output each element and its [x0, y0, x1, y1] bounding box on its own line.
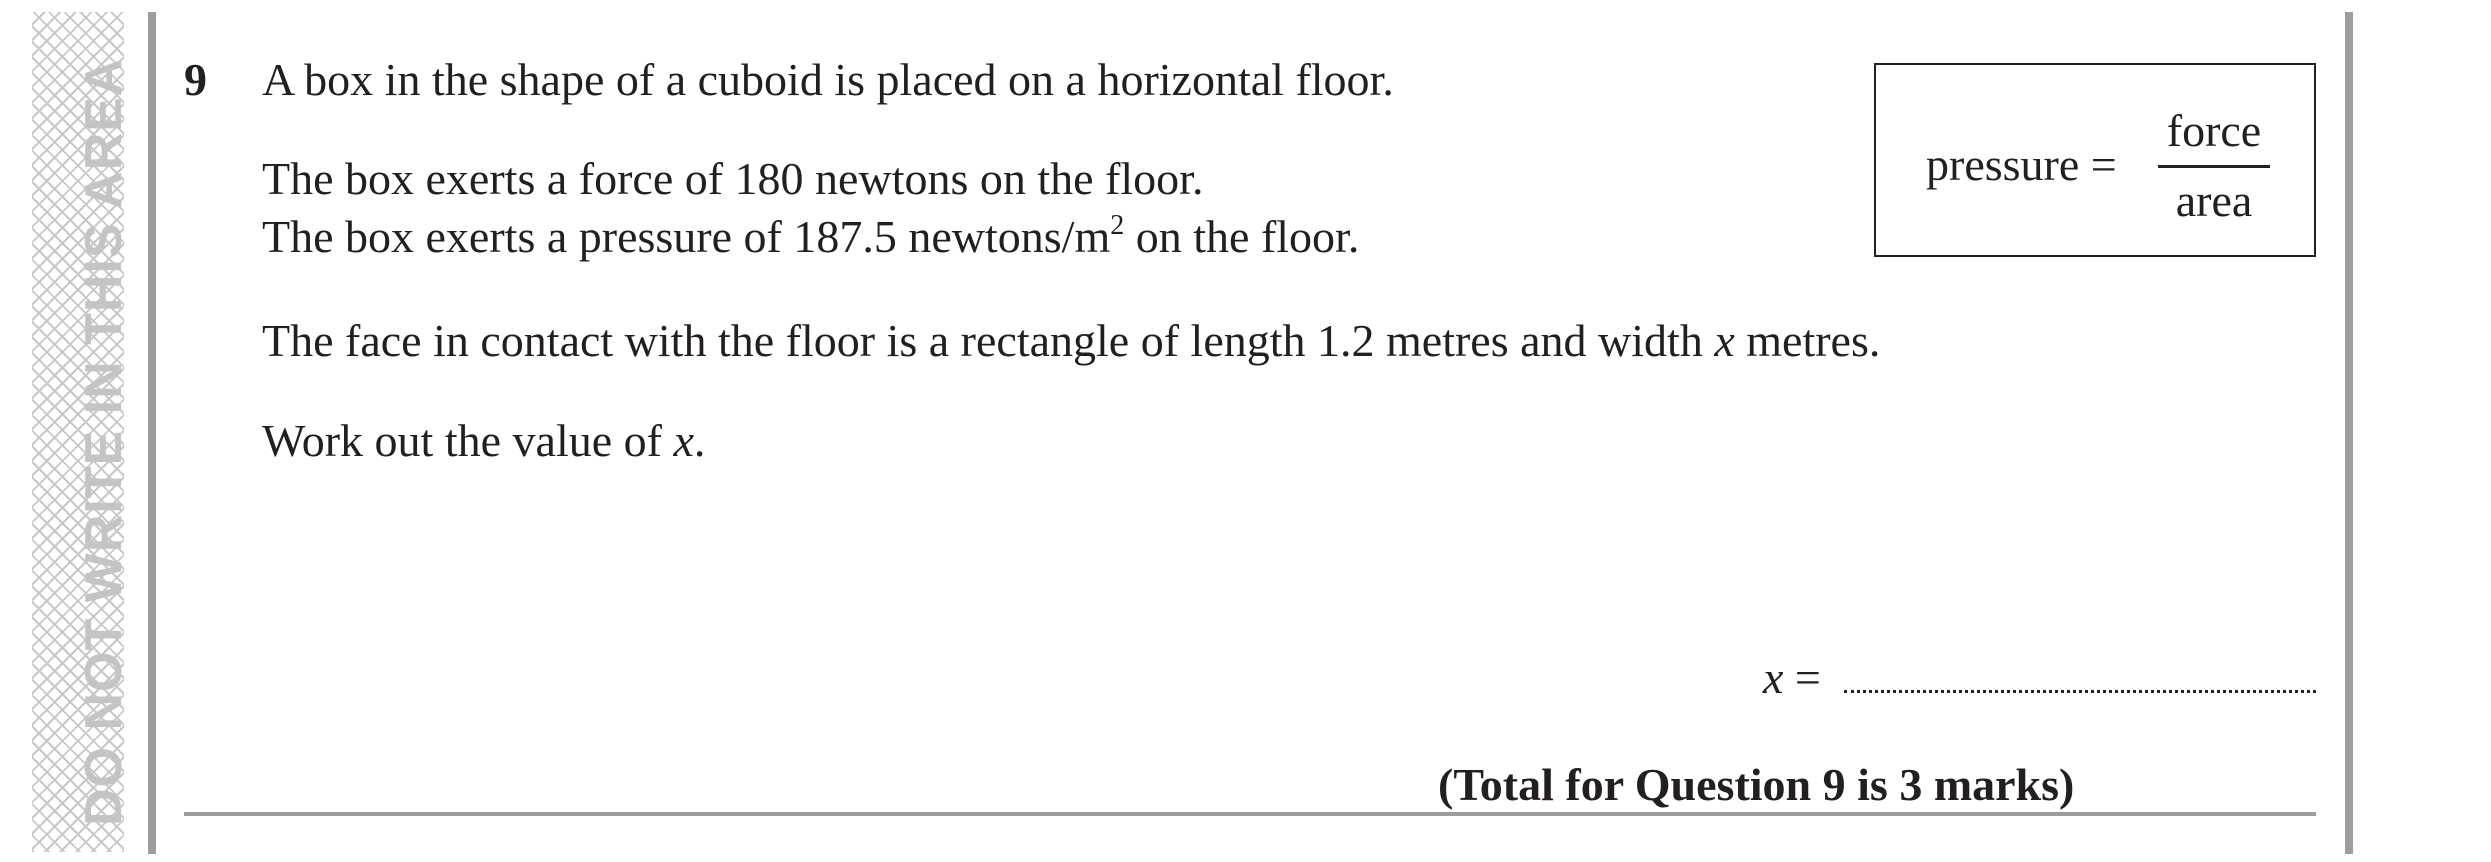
question-instruction [262, 413, 705, 468]
question-line-4 [262, 313, 1880, 368]
answer-equals: = [1783, 652, 1821, 703]
total-marks: (Total for Question 9 is 3 marks) [1438, 759, 2075, 810]
right-margin-rule [2345, 12, 2353, 854]
formula-denominator: area [2175, 175, 2253, 226]
variable-x: x [673, 415, 694, 466]
line-3-text: The box exerts a pressure of 187.5 newtons/m [262, 211, 1111, 262]
left-margin-rule [148, 12, 156, 854]
answer-variable: x [1763, 652, 1784, 703]
formula-numerator: force [2166, 105, 2262, 156]
line-4-text: The face in contact with the floor is a rectangle of length 1.2 metres and width [262, 315, 1715, 366]
answer-field[interactable] [1844, 690, 2316, 693]
instruction-text: Work out the value of [262, 415, 674, 466]
question-number: 9 [184, 54, 207, 105]
question-line-1: A box in the shape of a cuboid is placed on a horizontal floor. [262, 54, 1394, 105]
margin-warning-strip [32, 12, 133, 852]
margin-warning-text: DO NOT WRITE IN THIS AREA [75, 57, 133, 826]
fraction-bar [2158, 165, 2270, 168]
line-4-tail: metres. [1734, 315, 1881, 366]
line-3-tail: on the floor. [1124, 211, 1360, 262]
answer-label [1763, 650, 1821, 705]
variable-x: x [1714, 315, 1735, 366]
bottom-rule [184, 812, 2316, 816]
formula-lhs: pressure = [1926, 139, 2117, 190]
formula-box [1874, 63, 2316, 257]
instruction-tail: . [693, 415, 706, 466]
squared-superscript: 2 [1110, 210, 1125, 241]
question-line-2: The box exerts a force of 180 newtons on the floor. [262, 153, 1204, 204]
question-line-3 [262, 209, 1359, 264]
